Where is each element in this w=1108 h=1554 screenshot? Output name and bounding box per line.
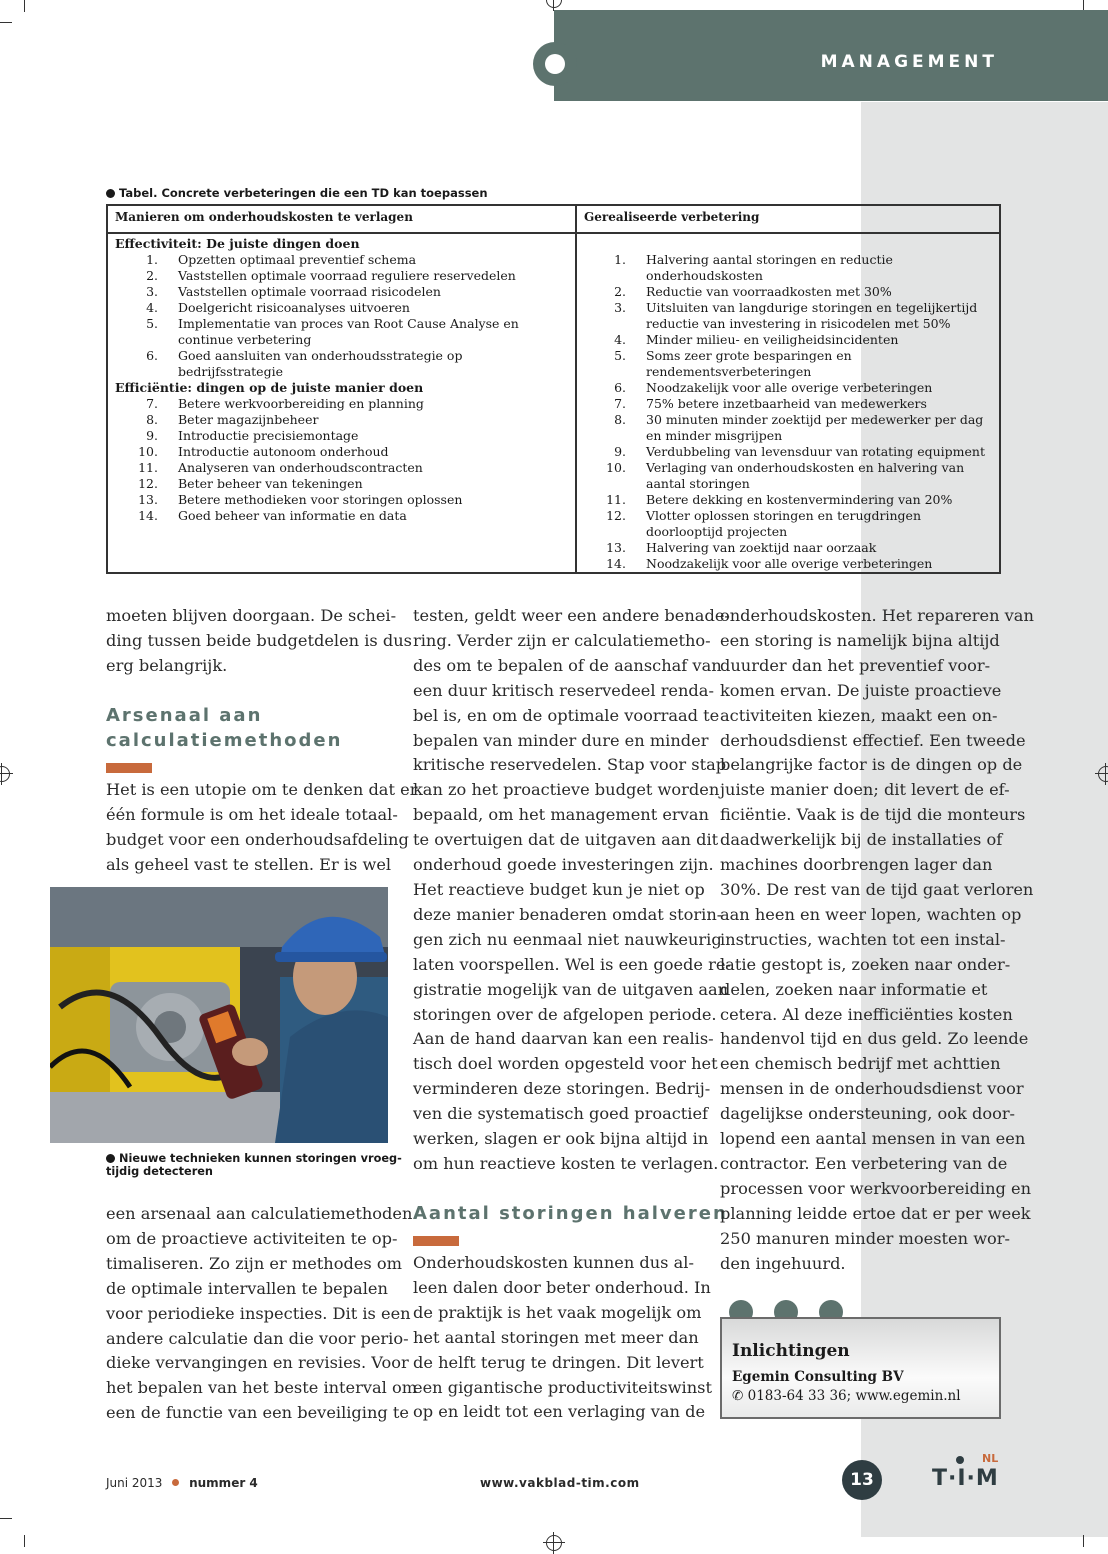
table-item-text: Uitsluiten van langdurige storingen en tegelijkertijd reductie van investering in risicodelen met 50% (646, 300, 978, 331)
table-item-text: Halvering van zoektijd naar oorzaak (646, 540, 877, 555)
table-column-divider (575, 206, 577, 572)
table-item-text: Verdubbeling van levensduur van rotating equipment (646, 444, 985, 459)
table-item-number: 13. (606, 540, 626, 555)
table-list-item (128, 268, 568, 284)
table-list-item (128, 316, 568, 348)
bullet-icon (106, 189, 115, 198)
table-list-item (596, 412, 996, 444)
crop-mark (24, 1535, 25, 1547)
table-item-number: 11. (138, 460, 158, 475)
table-item-text: Soms zeer grote besparingen en rendementsverbeteringen (646, 348, 852, 379)
table-item-text: Implementatie van proces van Root Cause Analyse en continue verbetering (178, 316, 519, 347)
crop-mark (24, 0, 25, 12)
registration-mark (546, 1535, 562, 1551)
table-list-item (596, 556, 996, 572)
table-item-text: Doelgericht risicoanalyses uitvoeren (178, 300, 410, 315)
table-section-effectiviteit: Effectiviteit: De juiste dingen doen (115, 236, 360, 251)
table-list-item (596, 380, 996, 396)
table-list-item (596, 284, 996, 300)
table-list-item (596, 300, 996, 332)
table-item-text: Halvering aantal storingen en reductie onderhoudskosten (646, 252, 893, 283)
info-title: Inlichtingen (732, 1341, 850, 1361)
bullet-icon (106, 1154, 115, 1163)
table-item-text: Vlotter oplossen storingen en terugdringen doorlooptijd projecten (646, 508, 921, 539)
table-item-number: 9. (146, 428, 158, 443)
table-item-text: Beter beheer van tekeningen (178, 476, 363, 491)
table-list-item (128, 348, 568, 380)
table-item-text: Vaststellen optimale voorraad risicodelen (178, 284, 441, 299)
table-item-text: 30 minuten minder zoektijd per medewerker per dag en minder misgrijpen (646, 412, 984, 443)
table-item-text: Goed aansluiten van onderhoudsstrategie op bedrijfsstrategie (178, 348, 463, 379)
crop-mark (0, 1518, 12, 1519)
table-item-text: Analyseren van onderhoudscontracten (178, 460, 423, 475)
subheading-aantal-storingen: Aantal storingen halveren (413, 1203, 728, 1224)
table-list-item (128, 508, 568, 524)
table-item-number: 6. (614, 380, 626, 395)
table-item-number: 3. (146, 284, 158, 299)
table-list-item (596, 492, 996, 508)
technician-photo (50, 887, 388, 1143)
table-item-number: 1. (146, 252, 158, 267)
table-item-number: 7. (614, 396, 626, 411)
info-company: Egemin Consulting BV (732, 1369, 904, 1385)
subheading-arsenaal: Arsenaal aan calculatiemethoden (106, 705, 343, 751)
photo-caption: Nieuwe technieken kunnen storingen vroeg- tijdig detecteren (106, 1152, 402, 1178)
orange-rule (106, 763, 152, 773)
table-item-number: 14. (138, 508, 158, 523)
table-list-item (128, 300, 568, 316)
table-list-item (596, 508, 996, 540)
table-list-right-b (596, 396, 996, 572)
table-item-number: 8. (614, 412, 626, 427)
table-item-number: 1. (614, 252, 626, 267)
table-item-text: Noodzakelijk voor alle overige verbeteringen (646, 556, 933, 571)
table-list-item (128, 460, 568, 476)
table-list-item (128, 476, 568, 492)
table-item-text: Goed beheer van informatie en data (178, 508, 407, 523)
info-contact: ✆ 0183-64 33 36; www.egemin.nl (732, 1388, 961, 1404)
body-text-col2-para2: Onderhoudskosten kunnen dus al- leen dalen door beter onderhoud. In de praktijk is het vaak mogelijk om het aantal storingen met meer dan de helft terug te dringen. Dit levert een gigantische productiviteitswinst op en leidt tot een verlaging van de (413, 1253, 712, 1422)
table-item-text: Noodzakelijk voor alle overige verbeteringen (646, 380, 933, 395)
table-item-number: 7. (146, 396, 158, 411)
table-item-number: 3. (614, 300, 626, 315)
table-list-right-a (596, 252, 996, 396)
table-item-number: 4. (614, 332, 626, 347)
table-item-text: Betere dekking en kostenvermindering van 20% (646, 492, 953, 507)
body-text-col1-para3: een arsenaal aan calculatiemethoden om de proactieve activiteiten te op- timaliseren. Zo zijn er methodes om de optimale intervallen te bepalen voor periodieke inspecties. Dit is een andere calculatie dan die voor perio- dieke vervangingen en revisies. Voor het bepalen van het beste interval om een de functie van een beveiliging te (106, 1204, 418, 1423)
logo-suffix: NL (982, 1452, 999, 1465)
table-list-item (596, 460, 996, 492)
table-item-text: Betere methodieken voor storingen oplossen (178, 492, 463, 507)
table-item-number: 2. (614, 284, 626, 299)
crop-mark (0, 22, 12, 23)
table-list-item (596, 444, 996, 460)
table-item-number: 13. (138, 492, 158, 507)
body-text-col1-para1: moeten blijven doorgaan. De schei- ding tussen beide budgetdelen is dus erg belangrijk. (106, 606, 412, 675)
table-item-text: 75% betere inzetbaarheid van medewerkers (646, 396, 927, 411)
logo-dot (956, 1456, 964, 1464)
table-list-item (128, 444, 568, 460)
header-circle-ornament (533, 42, 577, 86)
table-item-number: 2. (146, 268, 158, 283)
table-item-text: Minder milieu- en veiligheidsincidenten (646, 332, 899, 347)
table-caption: Tabel. Concrete verbeteringen die een TD kan toepassen (106, 186, 488, 200)
table-item-number: 14. (606, 556, 626, 571)
footer-issue (106, 1476, 258, 1490)
info-box (720, 1317, 1001, 1419)
table-item-number: 5. (146, 316, 158, 331)
registration-mark (0, 766, 10, 782)
table-list-item (596, 332, 996, 348)
section-label: MANAGEMENT (820, 52, 998, 72)
footer-date: Juni 2013 (106, 1476, 163, 1490)
table-list-left-b (128, 396, 568, 524)
orange-rule (413, 1236, 459, 1246)
table-item-text: Beter magazijnbeheer (178, 412, 319, 427)
table-item-text: Introductie autonoom onderhoud (178, 444, 389, 459)
table-item-number: 9. (614, 444, 626, 459)
table-item-text: Betere werkvoorbereiding en planning (178, 396, 424, 411)
improvements-table (106, 204, 1001, 574)
table-item-text: Vaststellen optimale voorraad reguliere reservedelen (178, 268, 516, 283)
table-header-right: Gerealiseerde verbetering (584, 210, 760, 224)
footer-url[interactable]: www.vakblad-tim.com (480, 1476, 640, 1490)
table-item-text: Verlaging van onderhoudskosten en halvering van aantal storingen (646, 460, 965, 491)
technician-photo-illustration (50, 887, 388, 1143)
table-item-text: Reductie van voorraadkosten met 30% (646, 284, 892, 299)
body-text-col1-para2: Het is een utopie om te denken dat er één formule is om het ideale totaal- budget voor een onderhoudsafdeling als geheel vast te stellen. Er is wel (106, 780, 418, 874)
table-item-number: 12. (606, 508, 626, 523)
table-section-efficientie: Efficiëntie: dingen op de juiste manier doen (115, 380, 424, 395)
tim-logo (932, 1454, 1004, 1494)
table-item-number: 12. (138, 476, 158, 491)
table-list-item (128, 396, 568, 412)
body-text-col3-para1: onderhoudskosten. Het repareren van een storing is namelijk bijna altijd duurder dan het preventief voor- komen ervan. De juiste proactieve activiteiten kiezen, maakt een on- derhoudsdienst effectief. Een tweede belangrijke factor is de dingen op de juiste manier doen; dit levert de ef- ficiëntie. Vaak is de tijd die monteurs daadwerkelijk bij de installaties of machines doorbrengen lager dan 30%. De rest van de tijd gaat verloren aan heen en weer lopen, wachten op instructies, wachten tot een instal- latie gestopt is, zoeken naar onder- delen, zoeken naar informatie et cetera. Al deze inefficiënties kosten handenvol tijd en dus geld. Zo leende een chemisch bedrijf met achttien mensen in de onderhoudsdienst voor dagelijkse ondersteuning, ook door- lopend een aantal mensen in van een contractor. Een verbetering van de processen voor werkvoorbereiding en planning leidde ertoe dat er per week 250 manuren minder moesten wor- den ingehuurd. (720, 606, 1034, 1273)
table-list-left-a (128, 252, 568, 380)
table-item-text: Opzetten optimaal preventief schema (178, 252, 417, 267)
table-list-item (596, 252, 996, 284)
table-item-number: 11. (606, 492, 626, 507)
body-text-col2-para1: testen, geldt weer een andere benade- ring. Verder zijn er calculatiemetho- des om te bepalen of de aanschaf van een duur kritisch reservedeel renda- bel is, en om de optimale voorraad te bepalen van minder dure en minder kritische reservedelen. Stap voor stap kan zo het proactieve budget worden bepaald, om het management ervan te overtuigen dat de uitgaven aan dit onderhoud goede investeringen zijn. Het reactieve budget kun je niet op deze manier benaderen omdat storin- gen zich nu eenmaal niet nauwkeurig laten voorspellen. Wel is een goede re- gistratie mogelijk van de uitgaven aan storingen over de afgelopen periode. Aan de hand daarvan kan een realis- tisch doel worden opgesteld voor het verminderen deze storingen. Bedrij- ven die systematisch goed proactief werken, slagen er ook bijna altijd in om hun reactieve kosten te verlagen. (413, 606, 731, 1173)
crop-mark (1083, 1535, 1084, 1547)
table-list-item (128, 412, 568, 428)
table-item-number: 10. (606, 460, 626, 475)
footer-dot-icon (172, 1479, 179, 1486)
table-list-item (128, 252, 568, 268)
table-list-item (596, 540, 996, 556)
logo-text: T·I·M (932, 1466, 999, 1491)
table-item-number: 5. (614, 348, 626, 363)
table-list-item (128, 284, 568, 300)
page-number: 13 (842, 1460, 882, 1500)
table-list-item (596, 348, 996, 380)
footer-issue-number: nummer 4 (189, 1476, 258, 1490)
table-list-item (596, 396, 996, 412)
table-header-left: Manieren om onderhoudskosten te verlagen (115, 210, 413, 224)
table-list-item (128, 428, 568, 444)
table-item-number: 8. (146, 412, 158, 427)
registration-mark (1098, 766, 1108, 782)
table-item-number: 4. (146, 300, 158, 315)
table-list-item (128, 492, 568, 508)
table-item-number: 10. (138, 444, 158, 459)
table-item-number: 6. (146, 348, 158, 363)
table-item-text: Introductie precisiemontage (178, 428, 359, 443)
registration-mark (546, 0, 562, 8)
